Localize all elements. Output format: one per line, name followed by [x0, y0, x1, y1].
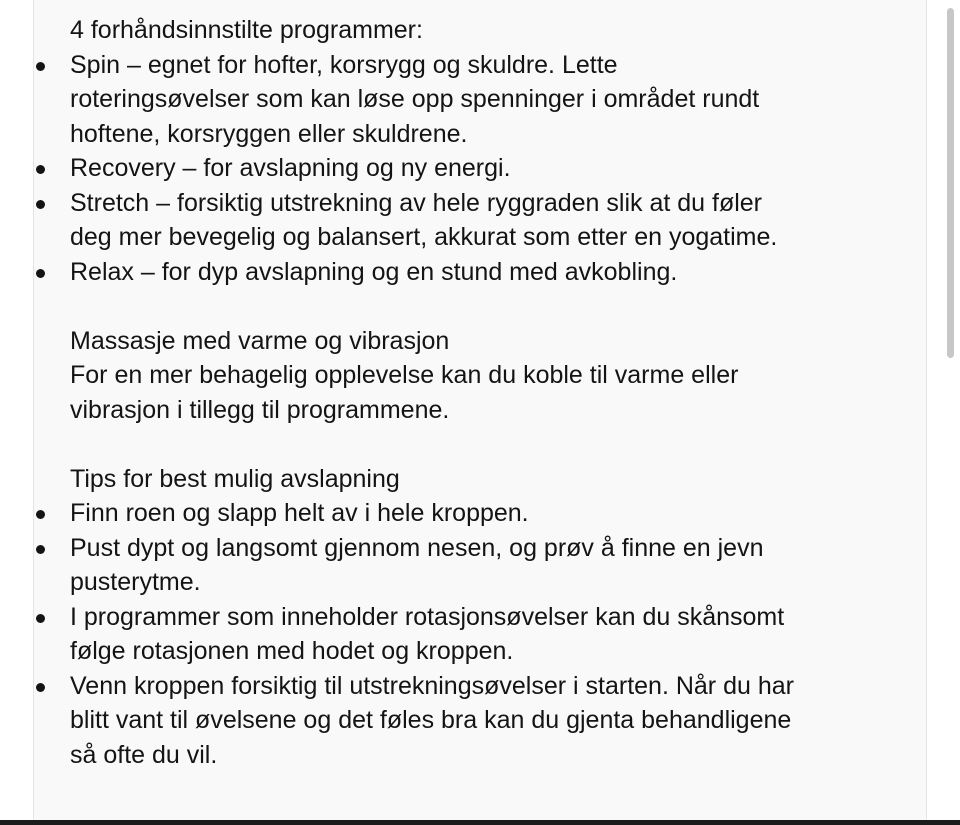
bullet-icon: [36, 545, 45, 554]
program-spin-line: hoftene, korsryggen eller skuldrene.: [70, 119, 468, 148]
bullet-icon: [36, 200, 45, 209]
program-item-stretch: [70, 186, 910, 255]
program-item-spin: [70, 48, 910, 152]
bullet-icon: [36, 614, 45, 623]
tip-item: [70, 669, 910, 773]
tip-line: blitt vant til øvelsene og det føles bra kan du gjenta behandligene: [70, 706, 792, 734]
product-description: [70, 13, 910, 772]
paragraph-gap: [70, 289, 910, 324]
program-spin-line: Spin – egnet for hofter, korsrygg og skuldre. Lette: [70, 50, 618, 79]
tip-line: I programmer som inneholder rotasjonsøvelser kan du skånsomt: [70, 602, 785, 631]
program-relax-line: Relax – for dyp avslapning og en stund med avkobling.: [70, 257, 678, 286]
tip-item: [70, 531, 910, 600]
program-stretch-line: Stretch – forsiktig utstrekning av hele ryggraden slik at du føler: [70, 188, 762, 217]
program-item-recovery: [70, 151, 910, 186]
tip-line: følge rotasjonen med hodet og kroppen.: [70, 637, 514, 665]
tip-line: Venn kroppen forsiktig til utstrekningsøvelser i starten. Når du har: [70, 671, 794, 700]
tip-item: [70, 496, 910, 531]
program-item-relax: [70, 255, 910, 290]
programs-list: [70, 48, 910, 290]
massage-heading: Massasje med varme og vibrasjon: [70, 326, 450, 355]
tips-heading: Tips for best mulig avslapning: [70, 464, 400, 493]
programs-heading: 4 forhåndsinnstilte programmer:: [70, 16, 423, 44]
bottom-edge-bar: [0, 820, 960, 825]
program-stretch-line: deg mer bevegelig og balansert, akkurat som etter en yogatime.: [70, 223, 778, 251]
paragraph-gap: [70, 427, 910, 462]
program-recovery-line: Recovery – for avslapning og ny energi.: [70, 154, 511, 182]
tip-line: Pust dypt og langsomt gjennom nesen, og prøv å finne en jevn: [70, 533, 764, 562]
tips-list: [70, 496, 910, 772]
bullet-icon: [36, 62, 45, 71]
tip-line: pusterytme.: [70, 568, 201, 596]
bullet-icon: [36, 510, 45, 519]
massage-text-line: vibrasjon i tillegg til programmene.: [70, 395, 450, 424]
tip-line: så ofte du vil.: [70, 740, 218, 769]
vertical-scrollbar[interactable]: [947, 8, 954, 358]
massage-text-line: For en mer behagelig opplevelse kan du koble til varme eller: [70, 361, 739, 389]
tip-item: [70, 600, 910, 669]
program-spin-line: roteringsøvelser som kan løse opp spenninger i området rundt: [70, 85, 760, 113]
bullet-icon: [36, 165, 45, 174]
tip-line: Finn roen og slapp helt av i hele kroppen.: [70, 499, 529, 527]
bullet-icon: [36, 269, 45, 278]
bullet-icon: [36, 683, 45, 692]
